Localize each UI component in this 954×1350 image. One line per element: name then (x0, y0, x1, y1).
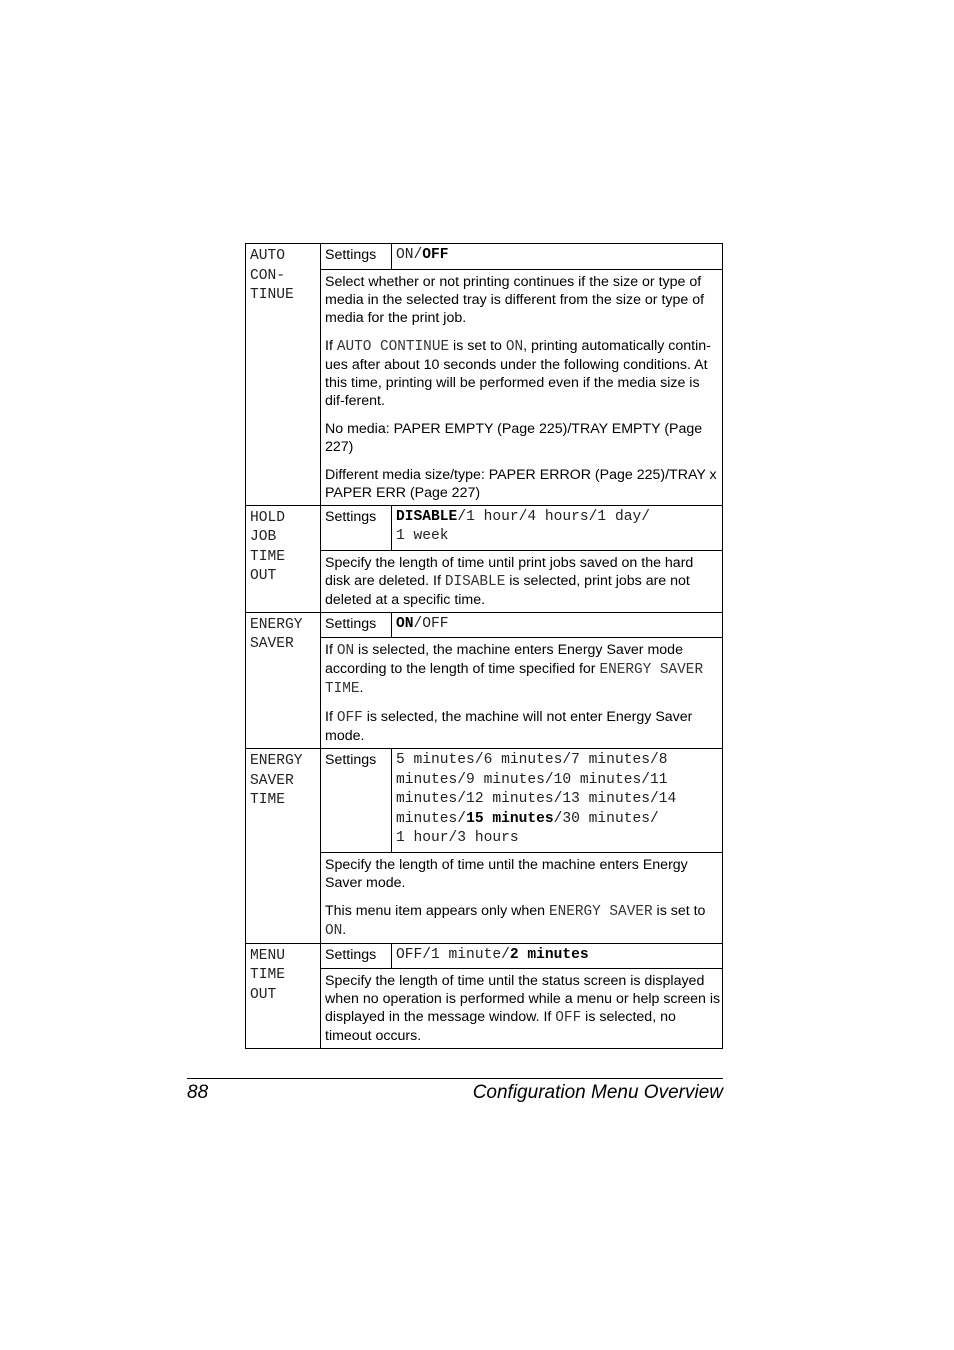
inline-code: ON (505, 338, 524, 355)
inline-code: OFF (336, 710, 363, 726)
inline-code: ENERGY SAVER TIME (325, 662, 704, 697)
menu-item-name: ENERGY SAVER TIME (246, 749, 321, 944)
default-value: 2 minutes (509, 946, 589, 963)
footer-rule (187, 1078, 723, 1079)
menu-item-description (321, 852, 723, 943)
inline-code: AUTO CONTINUE (336, 338, 450, 355)
footer-title: Configuration Menu Overview (472, 1082, 723, 1103)
default-value: DISABLE (396, 508, 458, 525)
page-number: 88 (187, 1082, 209, 1103)
settings-label: Settings (321, 505, 392, 550)
default-value: OFF (422, 247, 449, 263)
description-paragraph: If ON is selected, the machine enters Energy Saver mode according to the length of time specified for ENERGY SAVER TIME. (325, 642, 704, 697)
settings-values (392, 505, 723, 550)
menu-item-description (321, 550, 723, 612)
description-paragraph: Specify the length of time until the machine enters Energy Saver mode. (325, 856, 688, 891)
option-value: 1 hour/3 hours (396, 830, 519, 846)
option-value: 1 week (396, 528, 449, 544)
description-paragraph: No media: PAPER EMPTY (Page 225)/TRAY EMPTY (Page 227) (325, 420, 703, 455)
description-paragraph: Select whether or not printing continues if the size or type of media in the selected tray is different from the size or type of media for the print job. (325, 273, 705, 326)
option-value: /OFF (413, 615, 449, 632)
description-paragraph: Specify the length of time until print jobs saved on the hard disk are deleted. If DISABLE is selected, print jobs are not deleted at a specific time. (325, 554, 694, 608)
inline-code: ENERGY SAVER (548, 903, 653, 920)
menu-item-description (321, 269, 723, 505)
option-value: minutes/9 minutes/10 minutes/11 (396, 771, 668, 788)
menu-item-description (321, 969, 723, 1049)
menu-row-settings (246, 244, 723, 270)
option-value: 5 minutes/6 minutes/7 minutes/8 (396, 752, 668, 768)
settings-values (392, 612, 723, 638)
menu-item-description (321, 638, 723, 749)
menu-item-name: HOLD JOB TIME OUT (246, 505, 321, 612)
description-paragraph: Specify the length of time until the status screen is displayed when no operation is performed while a menu or help screen is displayed in the message window. If OFF is selected, no timeout occurs. (325, 973, 721, 1044)
description-paragraph: This menu item appears only when ENERGY SAVER is set to ON. (325, 902, 706, 939)
inline-code: ON (336, 643, 355, 659)
settings-label: Settings (321, 943, 392, 969)
default-value: 15 minutes (466, 810, 554, 827)
settings-label: Settings (321, 749, 392, 853)
option-value: OFF/1 minute/ (396, 946, 510, 963)
description-paragraph: If OFF is selected, the machine will not enter Energy Saver mode. (325, 709, 693, 744)
inline-code: DISABLE (444, 573, 506, 590)
default-value: ON (396, 615, 414, 632)
settings-label: Settings (321, 244, 392, 270)
menu-item-name: AUTO CON- TINUE (246, 244, 321, 506)
inline-code: OFF (555, 1010, 582, 1026)
settings-values (392, 244, 723, 270)
menu-item-name: MENU TIME OUT (246, 943, 321, 1049)
menu-settings-table (245, 243, 723, 1049)
option-value: /1 hour/4 hours/1 day/ (457, 508, 650, 525)
menu-row-settings (246, 943, 723, 969)
inline-code: ON (325, 922, 343, 939)
settings-values (392, 943, 723, 969)
option-value: ON/ (396, 247, 423, 263)
menu-row-settings (246, 505, 723, 550)
settings-label: Settings (321, 612, 392, 638)
menu-item-name: ENERGY SAVER (246, 612, 321, 749)
menu-row-settings (246, 749, 723, 853)
description-paragraph: Different media size/type: PAPER ERROR (Page 225)/TRAY x PAPER ERR (Page 227) (325, 466, 717, 501)
menu-row-settings (246, 612, 723, 638)
description-paragraph: If AUTO CONTINUE is set to ON, printing automatically contin-ues after about 10 seconds under the following conditions. At this time, printing will be performed even if the media size is dif-ferent. (325, 337, 711, 409)
option-value: minutes/ (396, 810, 467, 827)
option-value: /30 minutes/ (553, 810, 659, 827)
settings-values (392, 749, 723, 853)
option-value: minutes/12 minutes/13 minutes/14 (396, 791, 677, 807)
